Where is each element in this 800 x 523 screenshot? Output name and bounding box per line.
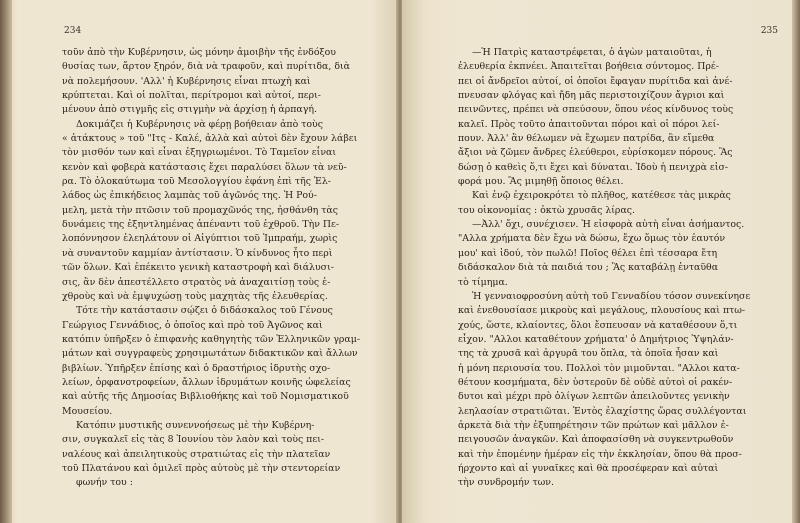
- text-line: μελη, μετὰ τὴν πτῶσιν τοῦ προμαχῶνός της, ἠσθάνθη τὰς: [62, 204, 339, 216]
- text-line: χθροὺς καὶ νὰ ἐμψυχώσῃ τοὺς μαχητὰς τῆς ἐλευθερίας.: [62, 290, 328, 302]
- text-line: ναλέους καὶ ἀπειλητικοὺς στρατιώτας εἰς τὴν πλατεῖαν: [62, 448, 331, 460]
- text-line: πνευσαν φλόγας καὶ ἤδη μᾶς περιστοιχίζουν ἄγριοι καὶ: [458, 90, 725, 102]
- left-page: [0, 0, 398, 523]
- text-line: τοῦν ἀπὸ τὴν Κυβέρνησιν, ὡς μόνην ἀμοιβὴν τῆς ἐνδόξου: [62, 47, 336, 58]
- text-line: δυτοι καὶ μέχρι πρὸ ὀλίγων λεπτῶν ἀπειλοῦντες γενικὴν: [458, 391, 730, 403]
- text-line: κατόπιν ὑπῆρξεν ὁ ἐπιφανὴς καθηγητὴς τῶν Ἑλληνικῶν γραμ-: [62, 333, 361, 345]
- text-line: πειγουσῶν ἀναγκῶν. Καὶ ἀποφασίσθη νὰ συγκεντρωθοῦν: [458, 434, 734, 446]
- text-line: χούς, ὥστε, κλαίοντες, ὅλοι ἔσπευσαν νὰ καταθέσουν ὅ,τι: [458, 319, 738, 331]
- text-line: ἀρκετὰ διὰ τὴν ἐξυπηρέτησιν τῶν πρώτων καὶ μᾶλλον ἐ-: [458, 419, 729, 431]
- text-line: ήρχοντο καὶ αἱ γυναῖκες καὶ θὰ προσέφεραν καὶ αὐταὶ: [458, 462, 719, 474]
- text-line: φωνήν του :: [76, 477, 133, 489]
- text-line: τὸ τίμημα.: [458, 276, 508, 288]
- text-line: τὴν συνδρομήν των.: [458, 477, 554, 489]
- text-line: πει οἱ ἄνδρεῖοι αὐτοί, οἱ ὁποῖοι ἔφαγαν πυρίτιδα καὶ ἀνέ-: [458, 75, 733, 87]
- text-line: ἐλευθερία ἐκπνέει. Ἀπαιτεῖται βοήθεια σύντομος. Πρέ-: [458, 61, 719, 73]
- text-line: δυνάμεις της ἐξηντλημένας ἀπέναντι τοῦ ἐχθροῦ. Τὴν Πε-: [62, 219, 340, 231]
- text-line: καὶ αὐτῆς τῆς Δημοσίας Βιβλιοθήκης καὶ τοῦ Νομισματικοῦ: [62, 391, 349, 403]
- text-line: καλεῖ. Πρὸς τοῦτο ἀπαιτοῦνται πόροι καὶ οἱ πόροι λεί-: [458, 118, 720, 130]
- text-line: —Ἀλλ' ὄχι, συνέχισεν. Ἡ εἰσφορὰ αὐτὴ εἶναι ἀσήμαντος.: [472, 219, 745, 231]
- text-line: Καὶ ἐνῷ ἐχειροκρότει τὸ πλῆθος, κατέθεσε τὰς μικρὰς: [472, 190, 731, 202]
- text-line: ρα. Τὸ ὁλοκαύτωμα τοῦ Μεσολογγίου ἐφάνη ἐπὶ τῆς Ἑλ-: [62, 176, 331, 188]
- text-line: « ἀτάκτους » τοῦ "Ιτς - Καλέ, ἀλλὰ καὶ αὐτοὶ δὲν ἔχουν λάβει: [62, 133, 358, 145]
- text-line: σις, ἂν δὲν ἀπεστέλλετο στρατὸς νὰ ἀναχαιτίσῃ τοὺς ἐ-: [62, 276, 331, 288]
- text-line: πουν. Ἀλλ' ἂν θέλωμεν νὰ ἔχωμεν πατρίδα, ἂν εἴμεθα: [458, 133, 715, 145]
- right-page: [402, 0, 800, 523]
- text-line: εἶχον. "Αλλοι καταθέτουν χρήματα' ὁ Δημήτριος Ὑψηλάν-: [458, 333, 734, 345]
- text-line: λεηλασίαν στρατιῶται. Ἐντὸς ἐλαχίστης ὥρας συλλέγονται: [458, 405, 747, 417]
- text-line: βιβλίων. Ὑπῆρξεν ἐπίσης καὶ ὁ δραστήριος ἱδρυτὴς σχο-: [62, 362, 331, 374]
- text-line: λείων, ὀρφανοτροφείων, ἄλλων ἱδρυμάτων κοινῆς ὠφελείας: [62, 376, 351, 388]
- page-edge: [792, 0, 800, 523]
- text-line: του οἰκονομίας : ὀκτὼ χρυσᾶς λίρας.: [458, 204, 636, 216]
- text-line: διδάσκαλον διὰ τὰ παιδιά του ; Ἂς καταβάλῃ ἐνταῦθα: [458, 262, 719, 274]
- text-line: τῶν ὅλων. Καὶ ἐπέκειτο γενικὴ καταστροφὴ καὶ διάλυσι-: [62, 262, 334, 274]
- text-line: νὰ συναντοῦν καμμίαν ἀντίστασιν. Ὁ κίνδυνος ἦτο περὶ: [62, 247, 333, 259]
- page-number: 234: [64, 26, 82, 36]
- page-body-text: [458, 46, 776, 491]
- text-line: θυσίας των, ἄρτον ξηρόν, διὰ νὰ τραφοῦν, καὶ πυρίτιδα, διὰ: [62, 61, 350, 73]
- text-line: μου' καὶ ἰδού, τὸν πωλῶ! Ποῖος θέλει ἐπὶ τέσσαρα ἔτη: [458, 247, 718, 259]
- text-line: τὸν μισθόν των καὶ εἶναι ἐξηγριωμένοι. Τὸ Ταμεῖον εἶναι: [62, 147, 337, 159]
- text-line: Γεώργιος Γεννάδιος, ὁ ὁποῖος καὶ πρὸ τοῦ Ἀγῶνος καὶ: [62, 319, 323, 331]
- text-line: "Αλλα χρήματα δὲν ἔχω νὰ δώσω, ἔχω ὅμως τὸν ἑαυτόν: [458, 233, 726, 245]
- text-line: θέτουν κοσμήματα, δὲν ὑστεροῦν δὲ οὐδὲ αὐτοὶ οἱ ρακέν-: [458, 376, 733, 388]
- text-line: δώσῃ ὁ καθεὶς ὅ,τι ἔχει καὶ δύναται. Ἰδοὺ ἡ πενιχρὰ εἰσ-: [458, 161, 729, 173]
- text-line: —Ἡ Πατρὶς καταστρέφεται, ὁ ἀγὼν ματαιοῦται, ἡ: [472, 47, 712, 58]
- text-line: κρύπτεται. Καὶ οἱ πολῖται, περίτρομοι καὶ αὐτοί, περι-: [62, 90, 321, 102]
- text-line: φορά μου. Ἂς μιμηθῇ ὅποιος θέλει.: [458, 176, 624, 188]
- text-line: Δοκιμάζει ἡ Κυβέρνησις νὰ φέρῃ βοήθειαν ἀπὸ τοὺς: [76, 118, 323, 130]
- text-line: Τότε τὴν κατάστασιν σῴζει ὁ διδάσκαλος τοῦ Γένους: [76, 305, 333, 317]
- text-line: Μουσείου.: [62, 405, 113, 417]
- text-line: λάδος ὡς ἐπικήδειος λαμπὰς τοῦ ἀγῶνός της. Ἡ Ρού-: [62, 190, 317, 202]
- page-edge: [0, 0, 12, 523]
- text-line: της τὰ χρυσᾶ καὶ ἀργυρᾶ του ὅπλα, τὰ ὁποῖα ἦσαν καὶ: [458, 348, 719, 360]
- text-line: νὰ πολεμήσουν. 'Αλλ' ἡ Κυβέρνησις εἶναι πτωχὴ καὶ: [62, 75, 311, 87]
- text-line: Ἡ γενναιοφροσύνη αὐτὴ τοῦ Γενναδίου τόσον συνεκίνησε: [472, 290, 751, 302]
- text-line: τοῦ Πλατάνου καὶ ὁμιλεῖ πρὸς αὐτοὺς μὲ τὴν στεντορείαν: [62, 462, 341, 474]
- text-line: κενὸν καὶ φοβερὰ κατάστασις ἔχει παραλύσει ὅλων τὰ νεῦ-: [62, 161, 347, 173]
- text-line: μένουν ἀπὸ στιγμῆς εἰς στιγμὴν νὰ ἀρχίσῃ ἡ ἁρπαγή.: [62, 104, 317, 116]
- text-line: λοπόννησον ἐλεηλάτουν οἱ Αἰγύπτιοι τοῦ Ἰμπραήμ, χωρὶς: [62, 233, 338, 245]
- text-line: Κατόπιν μυστικῆς συνεννοήσεως μὲ τὴν Κυβέρνη-: [76, 419, 315, 431]
- text-line: καὶ τὴν ἐπομένην ἡμέραν εἰς τὴν ἐκκλησίαν, ὅπου θὰ προσ-: [458, 448, 742, 460]
- text-line: πεινῶντες, πρέπει νὰ σπεύσουν, ὅπου νέος κίνδυνος τοὺς: [458, 104, 734, 116]
- text-line: σιν, συγκαλεῖ εἰς τὰς 8 Ἰουνίου τὸν λαὸν καὶ τοὺς πει-: [62, 434, 325, 446]
- text-line: καὶ ἐνεθουσίασε μικροὺς καὶ μεγάλους, πλουσίους καὶ πτω-: [458, 305, 746, 317]
- page-body-text: [62, 46, 374, 491]
- text-line: ἄξιοι νὰ ζῶμεν ἄνδρες ἐλεύθεροι, εὑρίσκομεν πόρους. Ἂς: [458, 147, 733, 159]
- page-number: 235: [760, 26, 778, 36]
- text-line: μάτων καὶ συγγραφεὺς χρησιμωτάτων διδακτικῶν καὶ ἄλλων: [62, 348, 358, 360]
- text-line: ἡ μόνη περιουσία του. Πολλοὶ τὸν μιμοῦνται. "Αλλοι κατα-: [458, 362, 740, 374]
